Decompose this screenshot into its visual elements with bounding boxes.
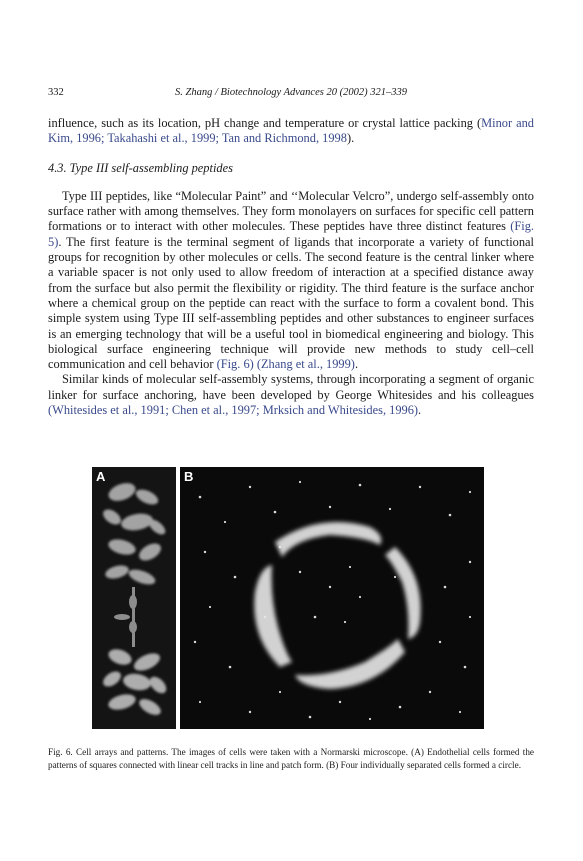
running-header bbox=[48, 86, 534, 100]
paragraph-continued: influence, such as its location, pH change and temperature or crystal lattice packing (Minor and Kim, 1996; Takahashi et al., 1999; Tan and Richmond, 1998). bbox=[48, 116, 535, 146]
article-body bbox=[48, 116, 534, 418]
citation-link[interactable]: (Whitesides et al., 1991; Chen et al., 1997; Mrksich and Whitesides, 1996) bbox=[48, 403, 419, 418]
page-number: 332 bbox=[48, 87, 64, 98]
cell-circle-image bbox=[180, 467, 484, 729]
figure-6 bbox=[92, 467, 484, 729]
running-title: S. Zhang / Biotechnology Advances 20 (2002) 321–339 bbox=[175, 87, 407, 98]
citation-link[interactable]: Minor and Kim, 1996; Takahashi et al., 1999; Tan and Richmond, 1998 bbox=[48, 116, 535, 146]
figure-caption: Fig. 6. Cell arrays and patterns. The images of cells were taken with a Normarski microscope. (A) Endothelial cells formed the patterns of squares connected with linear cell tracks in line and patch form. (B) Four individually separated cells formed a circle. bbox=[48, 747, 534, 770]
panel-a-label: A bbox=[96, 469, 106, 484]
citation-link[interactable]: (Fig. 6) (Zhang et al., 1999) bbox=[216, 357, 355, 372]
panel-b-label: B bbox=[184, 469, 194, 484]
paragraph-whitesides: Similar kinds of molecular self-assembly systems, through incorporating a segment of organic linker for surface anchoring, have been developed by George Whitesides and his colleagues (Whitesides et al., 1991; Chen et al., 1997; Mrksich and Whitesides, 1996). bbox=[48, 372, 534, 418]
paragraph-type-iii: Type III peptides, like “Molecular Paint” and ‘‘Molecular Velcro”, undergo self-assembly onto surface rather with among themselves. They form monolayers on surfaces for specific cell pattern formations or to interact with other molecules. These peptides have three distinct features (Fig. 5). The first feature is the terminal segment of ligands that incorporate a variety of functional groups for recognition by other molecules or cells. The second feature is the central linker where a variable spacer is not only used to allow freedom of interaction at a specified distance away from the surface but also permit the flexibility or rigidity. The third feature is the surface anchor where a chemical group on the peptide can react with the surface to form a covalent bond. This simple system using Type III self-assembling peptides and other substances to engineer surfaces is an emerging technology that will be a useful tool in biomedical engineering and biology. This biological surface engineering technique will provide new methods to study cell–cell communication and cell behavior (Fig. 6) (Zhang et al., 1999). bbox=[48, 188, 534, 372]
endothelial-cell-pattern-image bbox=[92, 467, 176, 729]
figure-reference-link[interactable]: (Fig. 5) bbox=[48, 219, 534, 249]
figure-panel-b bbox=[180, 467, 484, 729]
figure-panel-a bbox=[92, 467, 176, 729]
section-heading: 4.3. Type III self-assembling peptides bbox=[48, 160, 233, 175]
